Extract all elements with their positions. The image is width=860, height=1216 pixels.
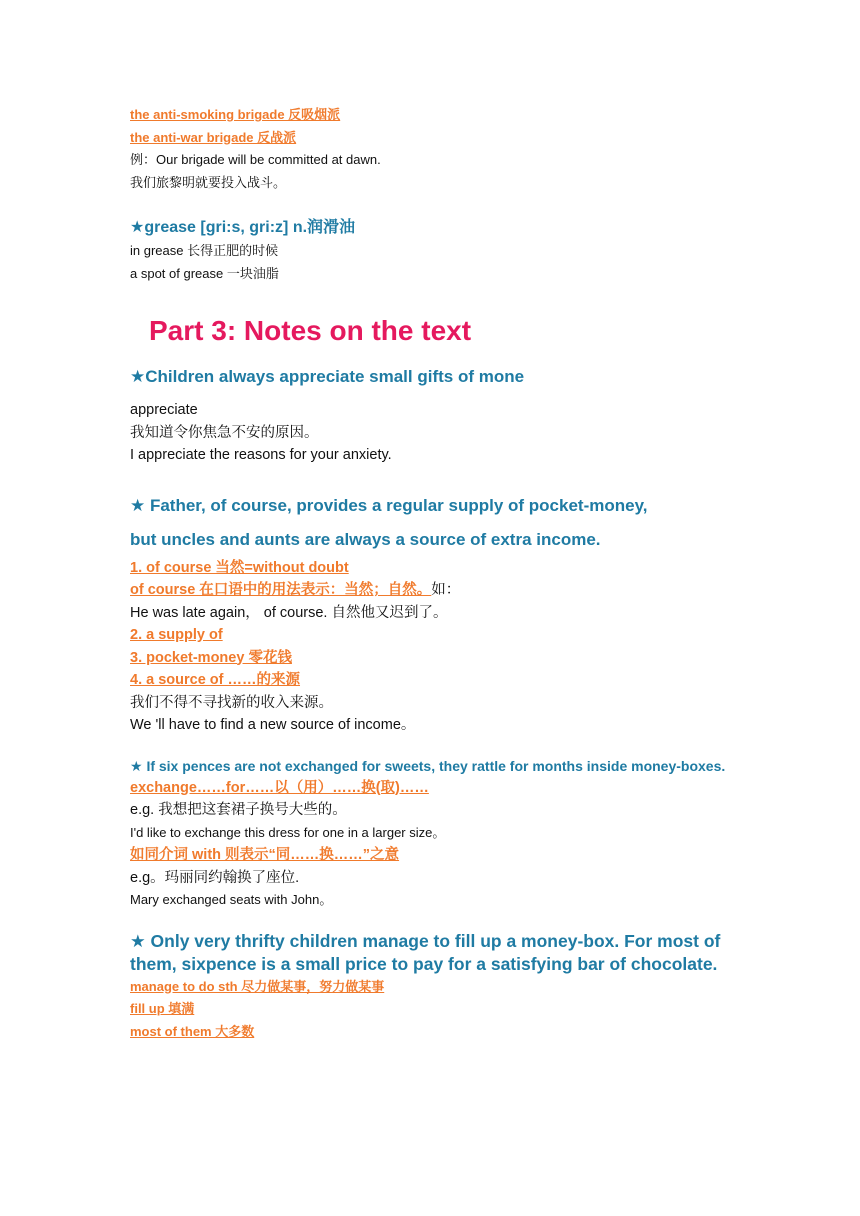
note2-example: He was late again， of course. 自然他又迟到了。 — [130, 604, 448, 621]
note2-usage-tail: 如： — [431, 582, 461, 598]
grease-example-2: a spot of grease 一块油脂 — [130, 265, 279, 281]
brigade-example-sentence: 例：Our brigade will be committed at dawn. — [130, 152, 381, 167]
note2-zh: 我们不得不寻找新的收入来源。 — [130, 694, 333, 711]
brigade-example-1: the anti-smoking brigade 反吸烟派 — [130, 107, 341, 122]
note2-point-1: 1. of course 当然=without doubt — [130, 559, 349, 576]
note2-usage-text: of course 在口语中的用法表示：当然；自然。 — [130, 582, 432, 598]
note2-heading-line2: but uncles and aunts are always a source of extra income. — [130, 529, 601, 549]
part3-title: Part 3: Notes on the text — [149, 315, 472, 346]
note3-phrase: exchange……for……以（用）……换(取)…… — [130, 779, 429, 796]
note2-usage — [130, 579, 740, 602]
note1-zh: 我知道令你焦急不安的原因。 — [130, 424, 319, 441]
note3-example2-zh: e.g。玛丽同约翰换了座位. — [130, 869, 300, 886]
note3-example2-en: Mary exchanged seats with John。 — [130, 892, 333, 907]
note1-en: I appreciate the reasons for your anxiety. — [130, 447, 392, 463]
note3-with-note: 如同介词 with 则表示“同……换……”之意 — [130, 847, 400, 863]
note4-point-2: fill up 填满 — [130, 1001, 195, 1016]
note2-point-2: 2. a supply of — [130, 627, 223, 643]
document-page — [130, 104, 740, 1043]
note3-example-en: I'd like to exchange this dress for one in a larger size。 — [130, 824, 446, 840]
note4-point-1: manage to do sth 尽力做某事，努力做某事 — [130, 978, 385, 994]
brigade-example-2: the anti-war brigade 反战派 — [130, 129, 297, 145]
note3-heading: ★ If six pences are not exchanged for sweets, they rattle for months inside money-boxes. — [130, 757, 726, 774]
note2-point-3: 3. pocket-money 零花钱 — [130, 649, 292, 666]
note3-example-zh: e.g. 我想把这套裙子换号大些的。 — [130, 802, 347, 818]
note2-point-4: 4. a source of ……的来源 — [130, 672, 301, 688]
note4-heading: ★ Only very thrifty children manage to fill up a money-box. For most of them, sixpence is a small price to pay for a satisfying bar of chocolate. — [130, 930, 721, 974]
note2-en: We 'll have to find a new source of income。 — [130, 717, 416, 733]
note1-heading: ★Children always appreciate small gifts of mone — [130, 367, 525, 386]
note4-point-3: most of them 大多数 — [130, 1023, 255, 1039]
grease-example-1: in grease 长得正肥的时候 — [130, 243, 279, 258]
note1-word: appreciate — [130, 402, 198, 418]
note2-heading-line1: ★ Father, of course, provides a regular supply of pocket-money, — [130, 495, 648, 515]
grease-heading: ★grease [gri:s, gri:z] n.润滑油 — [130, 219, 356, 236]
brigade-example-translation: 我们旅黎明就要投入战斗。 — [130, 174, 287, 190]
